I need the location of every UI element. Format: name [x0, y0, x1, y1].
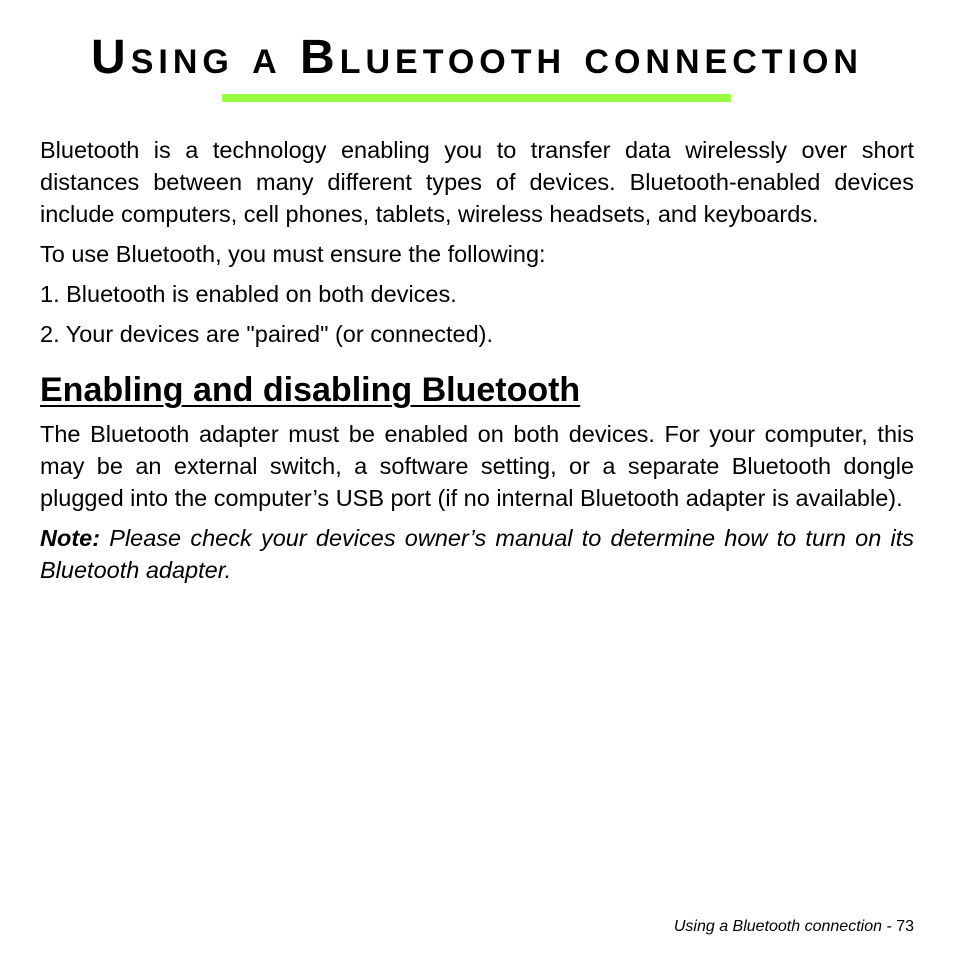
- section-heading: Enabling and disabling Bluetooth: [40, 371, 581, 409]
- footer-text: Using a Bluetooth connection -: [673, 918, 897, 935]
- note-label: Note:: [40, 525, 101, 551]
- intro-paragraph: Bluetooth is a technology enabling you to transfer data wirelessly over short distances between many different types of devices. Bluetooth-enabled devices include computers, cell phones, tablets, wireless headsets, and keyboards.: [40, 137, 914, 227]
- page-number: 73: [896, 918, 914, 935]
- requirements-lead: To use Bluetooth, you must ensure the following:: [40, 241, 546, 267]
- section-paragraph: The Bluetooth adapter must be enabled on both devices. For your computer, this may be an external switch, a software setting, or a separate Bluetooth dongle plugged into the computer’s USB port (if no internal Bluetooth adapter is available).: [40, 421, 914, 511]
- requirement-item: 2. Your devices are "paired" (or connected).: [40, 321, 494, 347]
- note-text: Please check your devices owner’s manual to determine how to turn on its Bluetooth adapter.: [40, 525, 914, 583]
- requirement-item: 1. Bluetooth is enabled on both devices.: [40, 281, 457, 307]
- note: [40, 522, 914, 586]
- page-footer: [674, 917, 914, 937]
- page-title: Using a Bluetooth connection: [91, 31, 863, 84]
- main-content: [40, 134, 914, 594]
- title-underline-rule: [222, 94, 731, 102]
